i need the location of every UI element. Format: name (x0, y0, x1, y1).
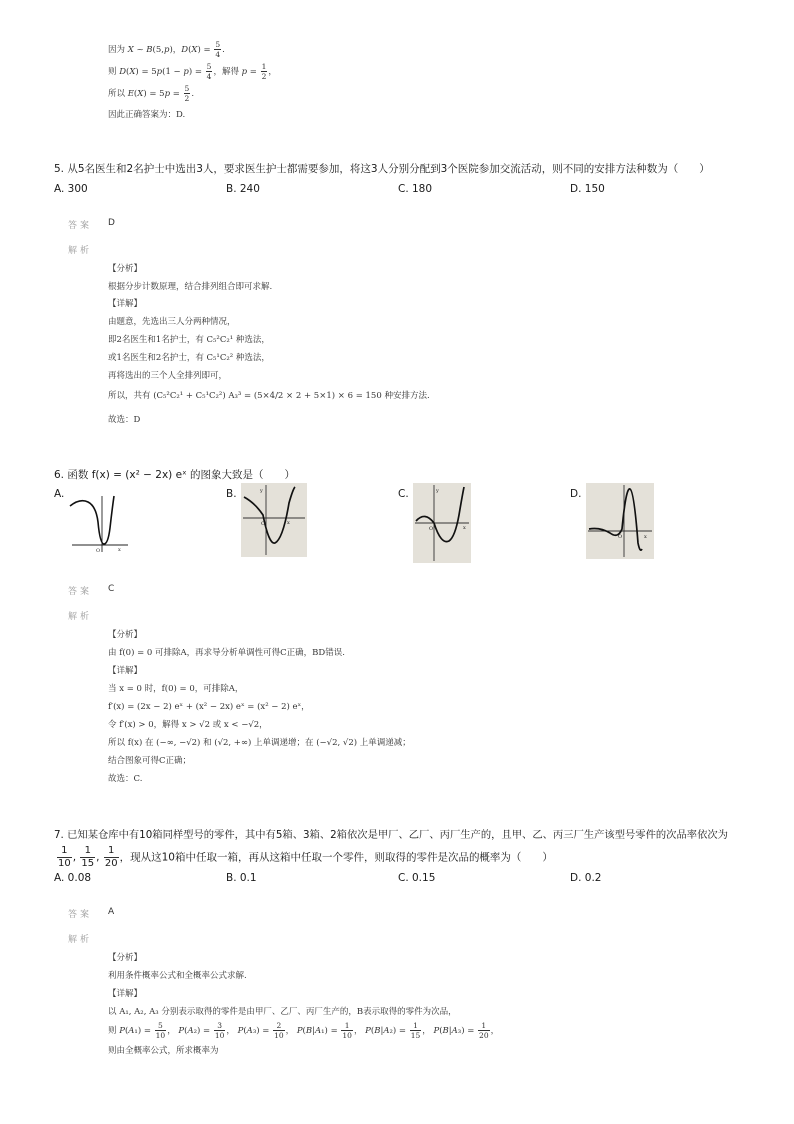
q7-sol-0: 【分析】 (108, 953, 143, 963)
q5-sol-8: 故选：D (108, 415, 141, 425)
q5-sol-5: 或1名医生和2名护士，有 C₅¹C₂² 种选法， (108, 353, 270, 363)
top-line-2: 则 D(X) = 5p(1 − p) = $\frac{5}{4}$ ，解得 p = $\frac{1}{2}$ ， (108, 62, 277, 81)
q7-option-a[interactable]: A. 0.08 (54, 872, 92, 884)
q5-sol-3: 由题意，先选出三人分两种情况， (108, 317, 236, 327)
q7-sol-3: 以 A₁, A₂, A₃ 分别表示取得的零件是由甲厂、乙厂、丙厂生产的，B表示取得的零件为次品， (108, 1007, 457, 1017)
q6-answer-label: 答案 (68, 587, 93, 597)
q5-option-b[interactable]: B. 240 (226, 183, 260, 195)
q6-analysis-label: 解析 (68, 612, 93, 622)
graph-d-image[interactable] (586, 483, 654, 559)
q6-sol-3: 当 x = 0 时，f(0) = 0，可排除A， (108, 684, 244, 694)
graph-a-curve (70, 496, 114, 544)
top-line-3: 所以 E(X) = 5p = $\frac{5}{2}$ . (108, 84, 195, 103)
q5-option-a[interactable]: A. 300 (54, 183, 88, 195)
q7-stem-line-2: $\frac{1}{10}$ , $\frac{1}{15}$ , $\frac{1}{20}$ ，现从这10箱中任取一箱，再从这箱中任取一个零件，则取得的零件是次品的概率为（ ） (58, 845, 553, 869)
q5-sol-0: 【分析】 (108, 264, 143, 274)
q6-option-b[interactable]: B. (226, 488, 237, 500)
svg-text:O: O (618, 534, 623, 540)
q5-answer-label: 答案 (68, 221, 93, 231)
q7-sol-2: 【详解】 (108, 989, 143, 999)
q6-answer: C (108, 584, 115, 594)
graph-a-image[interactable] (66, 492, 130, 554)
top-line-1: 因为 X ~ B(5,p)，D(X) = $\frac{5}{4}$ . (108, 40, 225, 59)
svg-text:x: x (118, 547, 121, 553)
q5-option-c[interactable]: C. 180 (398, 183, 433, 195)
q5-sol-6: 再将选出的三个人全排列即可， (108, 371, 228, 381)
svg-text:x: x (463, 525, 466, 531)
q7-option-c[interactable]: C. 0.15 (398, 872, 436, 884)
q7-analysis-label: 解析 (68, 935, 93, 945)
q6-sol-7: 结合图象可得C正确； (108, 756, 192, 766)
svg-text:O: O (261, 521, 266, 527)
q7-option-b[interactable]: B. 0.1 (226, 872, 257, 884)
q5-sol-2: 【详解】 (108, 299, 143, 309)
svg-text:O: O (96, 548, 101, 554)
graph-c-image[interactable] (413, 483, 471, 563)
q5-sol-4: 即2名医生和1名护士，有 C₅²C₂¹ 种选法， (108, 335, 270, 345)
q6-option-d[interactable]: D. (570, 488, 582, 500)
top-line-4: 因此正确答案为：D. (108, 110, 186, 120)
q6-option-c[interactable]: C. (398, 488, 409, 500)
q5-analysis-label: 解析 (68, 246, 93, 256)
q7-sol-5: 则由全概率公式，所求概率为 (108, 1046, 219, 1056)
q6-sol-4: f′(x) = (2x − 2) eˣ + (x² − 2x) eˣ = (x² − 2) eˣ， (108, 702, 310, 712)
svg-text:x: x (287, 520, 290, 526)
q5-stem: 5. 从5名医生和2名护士中选出3人，要求医生护士都需要参加，将这3人分别分配到3个医院参加交流活动，则不同的安排方法种数为（ ） (54, 163, 710, 175)
q5-answer: D (108, 218, 115, 228)
q6-sol-8: 故选：C. (108, 774, 143, 784)
q7-option-d[interactable]: D. 0.2 (570, 872, 602, 884)
q6-option-a[interactable]: A. (54, 488, 65, 500)
q7-sol-1: 利用条件概率公式和全概率公式求解. (108, 971, 247, 981)
svg-text:y: y (260, 488, 263, 494)
q7-stem-line-1: 7. 已知某仓库中有10箱同样型号的零件，其中有5箱、3箱、2箱依次是甲厂、乙厂、丙厂生产的，且甲、乙、丙三厂生产该型号零件的次品率依次为 (54, 829, 728, 841)
q7-sol-4: 则 P(A₁) = $\frac{5}{10}$ ， P(A₂) = $\frac{3}{10}$ ， P(A₃) = $\frac{2}{10}$ ， P(B|A₁) = $\frac{1}{10}$ ， P(B|A₂) = $\frac{1}{15}$ ， P(B|A₃) = $\frac{1}{20}$ ， (108, 1021, 500, 1040)
q5-option-d[interactable]: D. 150 (570, 183, 605, 195)
q7-answer: A (108, 907, 115, 917)
q5-sol-7: 所以，共有 (C₅²C₂¹ + C₅¹C₂²) A₃³ = (5×4/2 × 2 + 5×1) × 6 = 150 种安排方法. (108, 391, 430, 401)
q5-sol-1: 根据分步计数原理，结合排列组合即可求解. (108, 282, 273, 292)
q6-sol-6: 所以 f(x) 在 (−∞, −√2) 和 (√2, +∞) 上单调递增；在 (−√2, √2) 上单调递减； (108, 738, 411, 748)
q7-answer-label: 答案 (68, 910, 93, 920)
graph-b-image[interactable] (241, 483, 307, 557)
q6-sol-2: 【详解】 (108, 666, 143, 676)
q6-sol-0: 【分析】 (108, 630, 143, 640)
q6-sol-5: 令 f′(x) > 0，解得 x > √2 或 x < −√2， (108, 720, 268, 730)
q6-sol-1: 由 f(0) = 0 可排除A，再求导分析单调性可得C正确，BD错误. (108, 648, 345, 658)
svg-text:O: O (429, 526, 434, 532)
q6-stem: 6. 函数 f(x) = (x² − 2x) eˣ 的图象大致是（ ） (54, 469, 296, 481)
svg-text:y: y (436, 488, 439, 494)
svg-text:x: x (644, 534, 647, 540)
